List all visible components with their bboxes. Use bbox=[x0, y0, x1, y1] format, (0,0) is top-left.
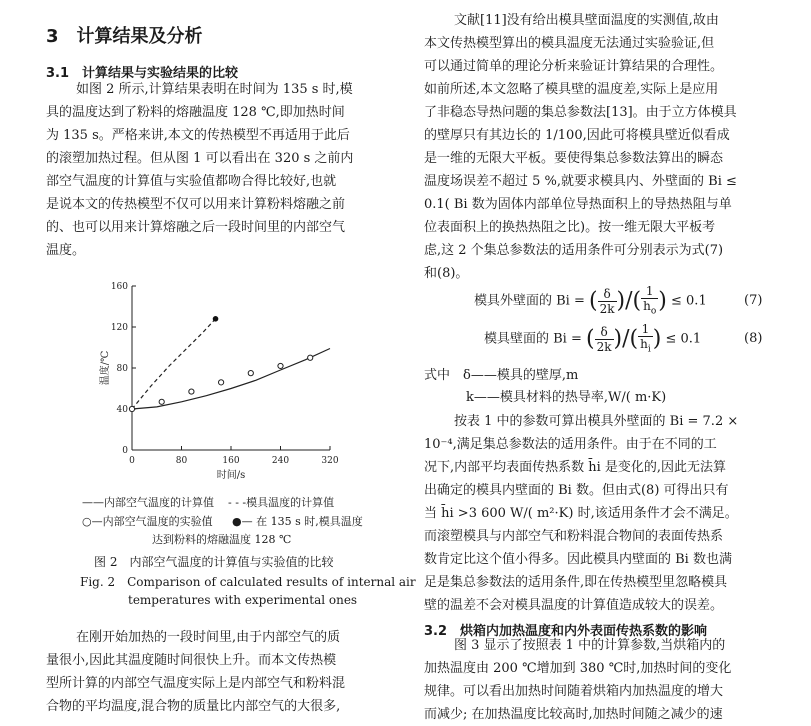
text-line: 图 3 显示了按照表 1 中的计算参数,当烘箱内的 bbox=[454, 638, 726, 653]
text-line: 而滚塑模具与内部空气和粉料混合物间的表面传热系 bbox=[424, 529, 724, 544]
legend-dot: ●— 在 135 s 时,模具温度 bbox=[232, 515, 363, 528]
data-point-experimental bbox=[278, 363, 283, 368]
x-tick-label: 80 bbox=[175, 456, 188, 466]
eq7-frac1-den: 2k bbox=[599, 301, 615, 316]
equation-8: 模具壁面的 Bi = ( $\frac{\delta}{2k}$ )/( $\frac{1}{h_i}$ ) ≤ 0.1 bbox=[484, 322, 702, 355]
data-point-experimental bbox=[189, 389, 194, 394]
text-line: 壁的温差不会对模具温度的计算值造成较大的误差。 bbox=[424, 598, 724, 613]
equation-7: 模具外壁面的 Bi = ( $\frac{\delta}{2k}$ )/( $\frac{1}{h_o}$ ) ≤ 0.1 bbox=[474, 284, 707, 317]
eq7-sub: o bbox=[650, 306, 657, 317]
text-line: 足是集总参数法的适用条件,即在传热模型里忽略模具 bbox=[424, 575, 728, 590]
legend-circle: ○—内部空气温度的实验值 bbox=[82, 515, 213, 528]
legend-dashed: - - -模具温度的计算值 bbox=[228, 496, 335, 509]
text-line: 具的温度达到了粉料的熔融温度 128 ℃,即加热时间 bbox=[46, 105, 345, 120]
figure-2-chart bbox=[90, 276, 350, 486]
data-point-experimental bbox=[219, 380, 224, 385]
data-point-experimental bbox=[248, 371, 253, 376]
x-axis-label: 时间/s bbox=[216, 470, 246, 481]
text-line: 文献[11]没有给出模具壁面温度的实测值,故由 bbox=[454, 13, 719, 28]
text-line: 是一维的无限大平板。要使得集总参数法算出的瞬态 bbox=[424, 151, 724, 166]
text-line: 为 135 s。严格来讲,本文的传热模型不再适用于此后 bbox=[46, 128, 350, 143]
subsection-heading-3-1: 3.1 计算结果与实验结果的比较 bbox=[46, 66, 239, 81]
legend-dot-cont: 达到粉料的熔融温度 128 ℃ bbox=[152, 533, 292, 546]
eq8-frac2-num: 1 bbox=[638, 322, 653, 337]
subsection-heading-3-2: 3.2 烘箱内加热温度和内外表面传热系数的影响 bbox=[424, 624, 708, 639]
equation-7-number: (7) bbox=[744, 293, 763, 308]
text-line: 在刚开始加热的一段时间里,由于内部空气的质 bbox=[76, 630, 341, 645]
text-line: 虑,这 2 个集总参数法的适用条件可分别表示为式(7) bbox=[424, 243, 724, 258]
text-line: 是说本文的传热模型不仅可以用来计算粉料熔融之前 bbox=[46, 197, 346, 212]
section-heading: 3 计算结果及分析 bbox=[46, 26, 203, 47]
eq8-sub: i bbox=[647, 344, 651, 355]
text-line: 按表 1 中的参数可算出模具外壁面的 Bi = 7.2 × bbox=[454, 414, 739, 429]
figure-caption-en: Fig. 2 Comparison of calculated results of internal air bbox=[80, 575, 416, 589]
eq8-h: h bbox=[640, 337, 648, 351]
text-line: 和(8)。 bbox=[424, 266, 469, 281]
where-line-2: k——模具材料的热导率,W/( m·K) bbox=[466, 390, 667, 405]
where-line-1: 式中 δ——模具的壁厚,m bbox=[424, 368, 579, 383]
text-line: 的滚塑加热过程。但从图 1 可以看出在 320 s 之前内 bbox=[46, 151, 354, 166]
eq7-frac1-num: δ bbox=[598, 287, 617, 302]
text-line: 本文传热模型算出的模具温度无法通过实验验证,但 bbox=[424, 36, 715, 51]
text-line: 量很小,因此其温度随时间很快上升。而本文传热模 bbox=[46, 653, 337, 668]
legend-solid: ——内部空气温度的计算值 bbox=[82, 496, 214, 509]
eq8-label: 模具壁面的 Bi = bbox=[484, 331, 582, 347]
data-point-melting bbox=[213, 316, 219, 322]
text-line: 的、也可以用来计算熔融之后一段时间里的内部空气 bbox=[46, 220, 346, 235]
text-line: 规律。可以看出加热时间随着烘箱内加热温度的增大 bbox=[424, 684, 724, 699]
text-line: 况下,内部平均表面传热系数 h̄i 是变化的,因此无法算 bbox=[424, 460, 727, 475]
text-line: 当 h̄i >3 600 W/( m²·K) 时,该适用条件才会不满足。 bbox=[424, 506, 738, 521]
text-line: 出确定的模具内壁面的 Bi 数。但由式(8) 可得出只有 bbox=[424, 483, 729, 498]
text-line: 数肯定比这个值小得多。因此模具内壁面的 Bi 数也满 bbox=[424, 552, 732, 567]
x-tick-label: 160 bbox=[222, 456, 240, 466]
text-line: 而减少; 在加热温度比较高时,加热时间随之减少的速 bbox=[424, 707, 723, 722]
text-line: 型所计算的内部空气温度实际上是内部空气和粉料混 bbox=[46, 676, 346, 691]
x-tick-label: 320 bbox=[321, 456, 339, 466]
x-tick-label: 240 bbox=[271, 456, 290, 466]
text-line: 0.1( Bi 数为固体内部单位导热面积上的导热热阻与单 bbox=[424, 197, 732, 212]
eq8-frac1-num: δ bbox=[595, 325, 614, 340]
equation-8-number: (8) bbox=[744, 331, 763, 346]
series-line-mold-calculated bbox=[132, 319, 216, 409]
y-axis-label: 温度/℃ bbox=[100, 350, 111, 386]
text-line: 部空气温度的计算值与实验值都吻合得比较好,也就 bbox=[46, 174, 337, 189]
eq7-h: h bbox=[643, 299, 651, 313]
chart-series bbox=[129, 316, 330, 412]
text-line: 温度场误差不超过 5 %,就要求模具内、外壁面的 Bi ≤ bbox=[424, 174, 737, 189]
data-point-experimental bbox=[308, 355, 313, 360]
y-tick-label: 40 bbox=[116, 405, 128, 415]
text-line: 位表面积上的换热热阻之比)。按一维无限大平板考 bbox=[424, 220, 716, 235]
data-point-experimental bbox=[159, 399, 164, 404]
text-line: 可以通过简单的理论分析来验证计算结果的合理性。 bbox=[424, 59, 724, 74]
y-tick-label: 80 bbox=[116, 364, 128, 374]
data-point-experimental bbox=[129, 406, 134, 411]
eq8-frac1-den: 2k bbox=[596, 339, 612, 354]
x-tick-label: 0 bbox=[129, 456, 135, 466]
eq7-label: 模具外壁面的 Bi = bbox=[474, 293, 585, 309]
figure-caption-en-cont: temperatures with experimental ones bbox=[128, 593, 358, 607]
text-line: 如图 2 所示,计算结果表明在时间为 135 s 时,模 bbox=[76, 82, 353, 97]
eq7-tail: ≤ 0.1 bbox=[671, 293, 707, 309]
text-line: 合物的平均温度,混合物的质量比内部空气的大很多, bbox=[46, 699, 341, 714]
text-line: 的壁厚只有其边长的 1/100,因此可将模具壁近似看成 bbox=[424, 128, 730, 143]
text-line: 了非稳态导热问题的集总参数法[13]。由于立方体模具 bbox=[424, 105, 737, 120]
text-line: 温度。 bbox=[46, 243, 86, 258]
y-tick-label: 120 bbox=[110, 323, 128, 333]
y-tick-label: 160 bbox=[110, 282, 128, 292]
text-line: 如前所述,本文忽略了模具壁的温度差,实际上是应用 bbox=[424, 82, 719, 97]
figure-caption-cn: 图 2 内部空气温度的计算值与实验值的比较 bbox=[94, 555, 334, 569]
eq8-tail: ≤ 0.1 bbox=[665, 331, 702, 347]
eq7-frac2-num: 1 bbox=[641, 284, 658, 299]
y-tick-label: 0 bbox=[122, 446, 128, 456]
text-line: 10⁻⁴,满足集总参数法的适用条件。由于在不同的工 bbox=[424, 437, 717, 452]
text-line: 加热温度由 200 ℃增加到 380 ℃时,加热时间的变化 bbox=[424, 661, 732, 676]
